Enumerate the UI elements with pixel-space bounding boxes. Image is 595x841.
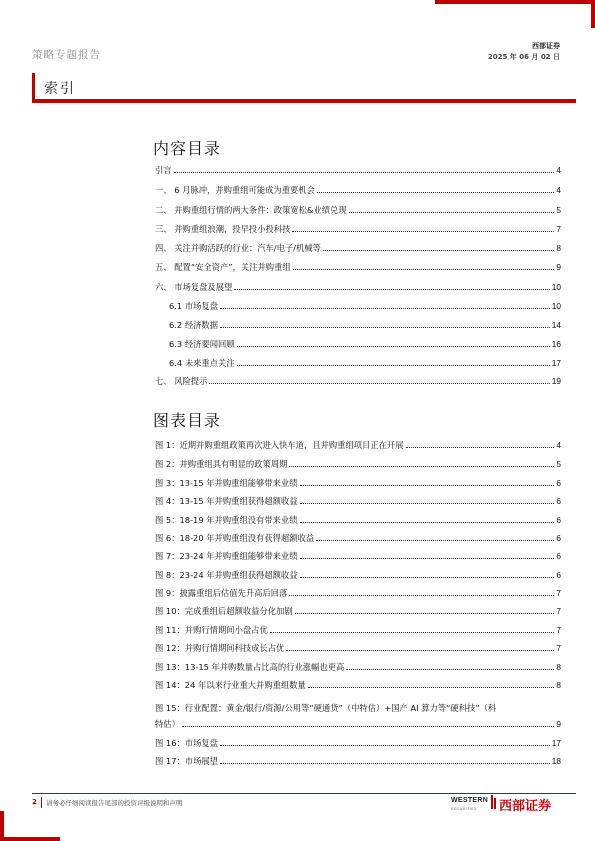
- logo-chinese: 西部证券: [499, 799, 552, 814]
- figure-item[interactable]: 图 10：完成重组后超额收益分化加剧 7: [155, 606, 561, 616]
- figure-item[interactable]: 图 11：并购行情期间小盘占优 7: [155, 625, 561, 635]
- figures-heading: 图表目录: [153, 411, 222, 430]
- page-number: 2: [32, 798, 37, 806]
- footer-separator: [41, 797, 42, 808]
- corner-decoration-top-right: [435, 0, 595, 28]
- figure-item[interactable]: 图 13：13-15 年并购数量占比高的行业涨幅也更高 8: [155, 662, 561, 672]
- figure-item[interactable]: 图 8：23-24 年并购重组获得超额收益 6: [155, 570, 561, 580]
- figure-item[interactable]: 图 4：13-15 年并购重组获得超额收益 6: [155, 496, 561, 506]
- corner-decoration-bottom-left: [0, 811, 60, 841]
- logo-english-sub: SECURITIES: [451, 807, 478, 811]
- figure-item[interactable]: 图 5：18-19 年并购重组没有带来业绩 6: [155, 515, 561, 525]
- figure-item[interactable]: 图 16：市场复盘 17: [155, 738, 561, 748]
- section-header: [32, 73, 576, 103]
- toc-item[interactable]: 四、 关注并购活跃的行业：汽车/电子/机械等 8: [155, 243, 561, 253]
- figure-item[interactable]: 图 7：23-24 年并购重组能够带来业绩 6: [155, 551, 561, 561]
- toc-subitem[interactable]: 6.3 经济要闻回顾 16: [169, 339, 561, 349]
- figure-item[interactable]: 图 3：13-15 年并购重组能够带来业绩 6: [155, 478, 561, 488]
- figure-item[interactable]: 图 2：并购重组具有明显的政策周期 5: [155, 459, 561, 469]
- figure-item-line2[interactable]: 特估） 9: [155, 719, 561, 729]
- toc-heading: 内容目录: [153, 139, 222, 158]
- figure-item-line1[interactable]: 图 15：行业配置：黄金/银行/资源/公用等“硬通货”（中特估）+国产 AI 算力等“硬科技”（科: [155, 703, 497, 713]
- toc-item[interactable]: 引言 4: [155, 165, 561, 175]
- toc-subitem[interactable]: 6.1 市场复盘 10: [169, 301, 561, 311]
- header-brand: 西部证券: [532, 42, 560, 50]
- section-title: 索引: [44, 81, 76, 97]
- figure-item[interactable]: 图 12：并购行情期间科技成长占优 7: [155, 643, 561, 653]
- figure-item[interactable]: 图 14：24 年以来行业重大并购重组数量 8: [155, 680, 561, 690]
- toc-item[interactable]: 七、 风险提示 19: [155, 376, 561, 386]
- logo-english: WESTERN: [451, 797, 489, 804]
- toc-item[interactable]: 一、 6 月脉冲，并购重组可能成为重要机会 4: [155, 185, 561, 195]
- toc-item[interactable]: 六、 市场复盘及展望 10: [155, 282, 561, 292]
- footer-disclaimer: 请务必仔细阅读报告尾部的投资评级说明和声明: [46, 799, 183, 807]
- toc-item[interactable]: 三、 并购重组浪潮，投早投小投科技 7: [155, 224, 561, 234]
- toc-subitem[interactable]: 6.4 未来重点关注 17: [169, 358, 561, 368]
- logo-mark-icon: [491, 795, 497, 809]
- toc-item[interactable]: 二、 并购重组行情的两大条件：政策宽松&业绩兑现 5: [155, 205, 561, 215]
- figure-item[interactable]: 图 9：披露重组后估值先升高后回落 7: [155, 588, 561, 598]
- toc-subitem[interactable]: 6.2 经济数据 14: [169, 320, 561, 330]
- company-logo: [451, 793, 566, 819]
- report-date: 2025 年 06 月 02 日: [487, 53, 560, 61]
- toc-item[interactable]: 五、 配置“安全资产”，关注并购重组 9: [155, 262, 561, 272]
- figure-item[interactable]: 图 17：市场展望 18: [155, 756, 561, 766]
- figure-item[interactable]: 图 6：18-20 年并购重组没有获得超额收益 6: [155, 533, 561, 543]
- report-category: 策略专题报告: [32, 49, 101, 61]
- figure-item[interactable]: 图 1：近期并购重组政策再次进入快车道，且并购重组项目正在开展 4: [155, 440, 561, 450]
